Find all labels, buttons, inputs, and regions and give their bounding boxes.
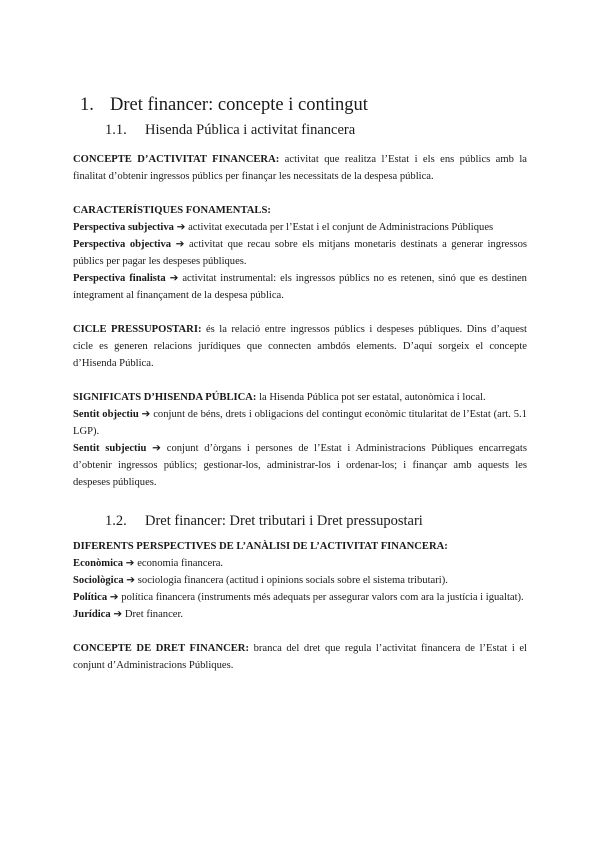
list-item [73, 572, 527, 589]
item-term: Sentit objectiu [73, 409, 139, 420]
cicle-label: CICLE PRESSUPOSTARI: [73, 324, 202, 335]
section-title: Dret financer: concepte i contingut [110, 95, 368, 115]
item-text: ➔ política financera (instruments més adequats per assegurar valors com ara la justícia i igualtat). [107, 592, 524, 603]
perspectives-heading: DIFERENTS PERSPECTIVES DE L’ANÀLISI DE L’ACTIVITAT FINANCERA: [73, 541, 448, 552]
subsection-number: 1.1. [105, 122, 127, 138]
list-item [73, 270, 527, 304]
item-term: Sociològica [73, 575, 124, 586]
list-item [73, 440, 527, 491]
subsection-heading-1-1 [105, 122, 527, 139]
section-number: 1. [80, 95, 94, 115]
list-item [73, 219, 527, 236]
item-text: ➔ conjunt d’òrgans i persones de l’Estat i Administracions Públiques encarregats d’obtenir ingressos públics; gestionar-los, administrar-los i ordenar-los; i finançar amb aquests les despeses públiques. [73, 443, 527, 488]
concepte-activitat-paragraph [73, 151, 527, 185]
significats-label: SIGNIFICATS D’HISENDA PÚBLICA: [73, 392, 257, 403]
concepte-dret-paragraph [73, 640, 527, 674]
list-item [73, 606, 527, 623]
item-text: ➔ activitat executada per l’Estat i el conjunt de Administracions Públiques [173, 222, 494, 233]
significats-block [73, 389, 527, 491]
concepte-activitat-text: activitat que realitza l’Estat i els ens públics amb la finalitat d’obtenir ingressos públics per finançar les necessitats de la despesa pública. [73, 154, 527, 182]
concepte-dret-label: CONCEPTE DE DRET FINANCER: [73, 643, 249, 654]
item-text: ➔ economia financera. [123, 558, 224, 569]
significats-text: la Hisenda Pública pot ser estatal, autonòmica i local. [256, 392, 486, 403]
item-text: ➔ sociologia financera (actitud i opinions socials sobre el sistema tributari). [123, 575, 448, 586]
item-term: Política [73, 592, 108, 603]
caracteristiques-heading: CARACTERÍSTIQUES FONAMENTALS: [73, 205, 271, 216]
cicle-paragraph [73, 321, 527, 372]
concepte-dret-block [73, 640, 527, 674]
concepte-activitat-label: CONCEPTE D’ACTIVITAT FINANCERA: [73, 154, 280, 165]
significats-paragraph [73, 389, 527, 406]
subsection-title: Hisenda Pública i activitat financera [145, 122, 356, 138]
item-term: Perspectiva finalista [73, 273, 166, 284]
cicle-block [73, 321, 527, 372]
list-item [73, 236, 527, 270]
item-term: Sentit subjectiu [73, 443, 147, 454]
item-text: ➔ conjunt de béns, drets i obligacions del contingut econòmic titularitat de l’Estat (art. 5.1 LGP). [73, 409, 527, 437]
item-term: Perspectiva objectiva [73, 239, 172, 250]
subsection-number: 1.2. [105, 513, 127, 529]
concepte-activitat-block [73, 151, 527, 185]
item-text: ➔ activitat instrumental: els ingressos públics no es retenen, sinó que es destinen íntegrament al finançament de la despesa pública. [73, 273, 527, 301]
list-item [73, 406, 527, 440]
caracteristiques-block [73, 202, 527, 304]
item-term: Perspectiva subjectiva [73, 222, 174, 233]
item-text: ➔ activitat que recau sobre els mitjans monetaris destinats a generar ingressos públics per pagar les despeses públiques. [73, 239, 527, 267]
subsection-title: Dret financer: Dret tributari i Dret pressupostari [145, 513, 423, 529]
cicle-text: és la relació entre ingressos públics i despeses públiques. Dins d’aquest cicle es generen relacions jurídiques que connecten ambdós elements. D’aquí sorgeix el concepte d’Hisenda Pública. [73, 324, 527, 369]
concepte-dret-text: branca del dret que regula l’activitat financera de l’Estat i el conjunt d’Administracions Públiques. [73, 643, 527, 671]
perspectives-block [73, 538, 527, 623]
item-term: Econòmica [73, 558, 124, 569]
subsection-heading-1-2 [105, 513, 527, 530]
section-heading-1 [80, 95, 527, 116]
list-item [73, 589, 527, 606]
list-item [73, 555, 527, 572]
item-term: Jurídica [73, 609, 111, 620]
item-text: ➔ Dret financer. [110, 609, 184, 620]
